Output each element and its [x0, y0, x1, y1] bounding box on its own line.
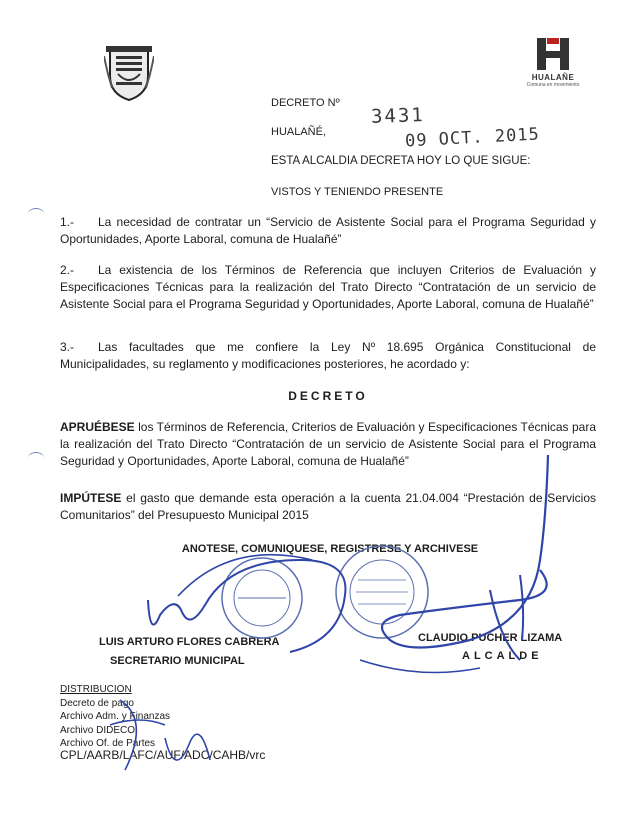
distribution-item: Decreto de pago — [60, 697, 134, 709]
margin-mark — [28, 452, 44, 464]
logo-tagline: Comuna en movimiento — [526, 82, 580, 88]
consideration-number: 1.- — [60, 215, 75, 229]
distribution-item: Archivo Of. de Partes — [60, 738, 156, 749]
responsible-initials: CPL/AARB/LAFC/AUF/ADC/CAHB/vrc — [60, 748, 266, 762]
resolution-text: el gasto que demande esta operación a la cuenta 21.04.004 “Prestación de Servicios Comunitarios” del Presupuesto Municipal 2015 — [60, 491, 596, 522]
consideration-text: La necesidad de contratar un “Servicio de Asistente Social para el Programa Seguridad y Oportunidades, Aporte Laboral, comuna de Hualañé” — [60, 215, 596, 246]
distribution-list — [60, 683, 170, 751]
mayor-title: ALCALDE — [462, 650, 543, 662]
h-logo-icon — [533, 36, 573, 72]
place-label: HUALAÑÉ, — [271, 126, 327, 138]
decree-line: ESTA ALCALDIA DECRETA HOY LO QUE SIGUE: — [271, 155, 531, 167]
consideration-number: 2.- — [60, 263, 75, 277]
stamp-number: 3431 — [370, 104, 426, 128]
distribution-item: Archivo Adm. y Finanzas — [60, 711, 171, 722]
distribution-title: DISTRIBUCION — [60, 684, 132, 695]
consideration-1 — [60, 214, 596, 248]
consideration-3 — [60, 339, 596, 373]
consideration-number: 3.- — [60, 340, 75, 354]
mayor-seal — [336, 546, 428, 638]
resolution-text: los Términos de Referencia, Criterios de Evaluación y Especificaciones Técnicas para la realización del Trato Directo “Contratación de un servicio de Asistente Social para el Programa Seguridad y Oportunidades, Aporte Laboral, comuna de Hualañé” — [60, 420, 596, 468]
resolution-impute — [60, 490, 596, 524]
mayor-name: CLAUDIO PUCHER LIZAMA — [418, 632, 563, 644]
crest-icon — [104, 42, 154, 102]
mayor-signature — [490, 575, 523, 660]
margin-mark — [28, 208, 44, 220]
secretary-name: LUIS ARTURO FLORES CABRERA — [99, 636, 280, 648]
resolution-approve — [60, 419, 596, 470]
decreto-number-label: DECRETO Nº — [271, 97, 340, 109]
secretary-seal — [222, 558, 302, 638]
secretary-title: SECRETARIO MUNICIPAL — [110, 655, 245, 667]
logo-name: HUALAÑE — [531, 73, 575, 82]
secretary-signature — [178, 555, 312, 596]
closing-formula: ANOTESE, COMUNIQUESE, REGISTRESE Y ARCHIVESE — [181, 543, 479, 555]
resolution-lead: IMPÚTESE — [60, 491, 122, 505]
decreto-title: DECRETO — [288, 389, 368, 403]
consideration-text: Las facultades que me confiere la Ley Nº 18.695 Orgánica Constitucional de Municipalidades, su reglamento y modificaciones posteriores, he acordado y: — [60, 340, 596, 371]
municipal-crest — [104, 42, 154, 102]
consideration-text: La existencia de los Términos de Referencia que incluyen Criterios de Evaluación y Especificaciones Técnicas para la realización del Trato Directo “Contratación de un servicio de Asistente Social para el Programa Seguridad y Oportunidades, Aporte Laboral, comuna de Hualañé” — [60, 263, 596, 311]
hualane-logo — [524, 36, 582, 96]
stamp-date: 09 OCT. 2015 — [404, 124, 541, 152]
distribution-item: Archivo DIDECO — [60, 724, 136, 736]
resolution-lead: APRUÉBESE — [60, 420, 135, 434]
vistos-heading: VISTOS Y TENIENDO PRESENTE — [271, 186, 444, 198]
consideration-2 — [60, 262, 596, 313]
